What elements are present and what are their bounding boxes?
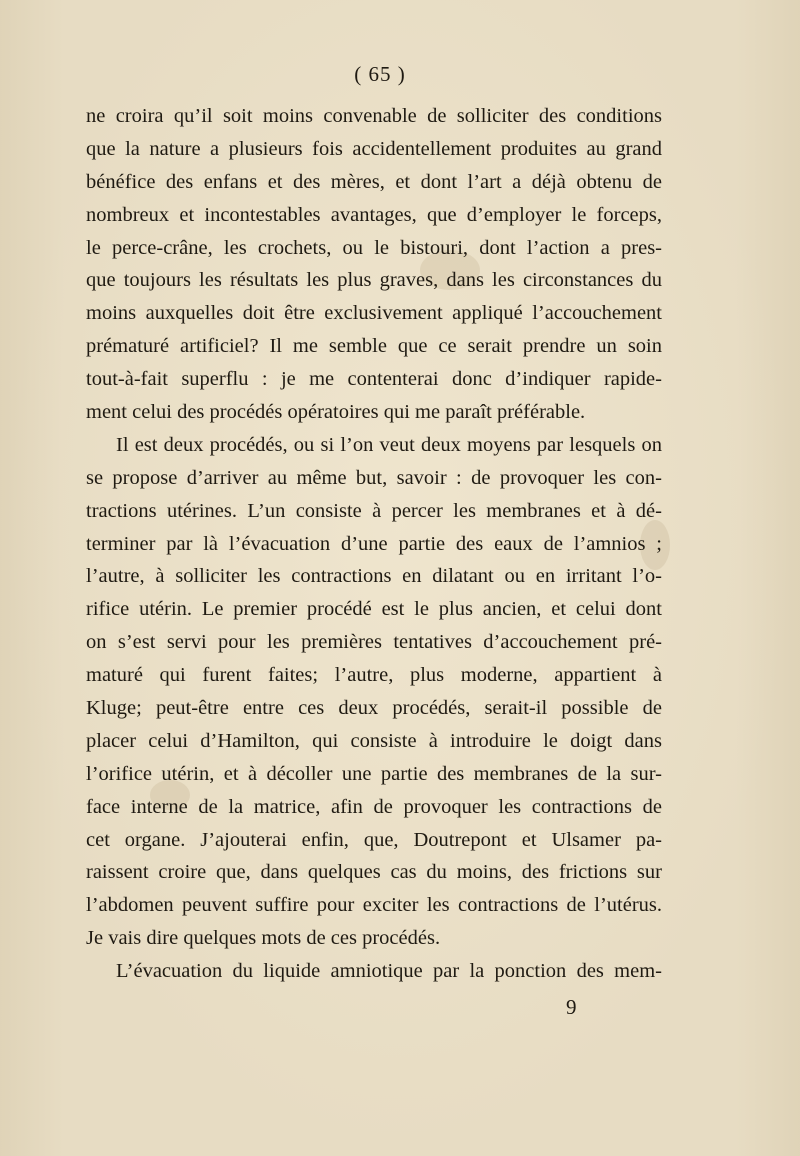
text-line: moins auxquelles doit être exclusivement appliqué l’accouchement: [86, 302, 662, 325]
body-text: [86, 100, 662, 988]
text-line: Il est deux procédés, ou si l’on veut deux moyens par lesquels on: [116, 433, 662, 456]
text-line: placer celui d’Hamilton, qui consiste à introduire le doigt dans: [86, 729, 662, 752]
text-line: Je vais dire quelques mots de ces procédés.: [86, 927, 441, 950]
text-line: se propose d’arriver au même but, savoir : de provoquer les con-: [86, 466, 662, 489]
text-line: que toujours les résultats les plus graves, dans les circonstances du: [86, 269, 662, 292]
text-line: Kluge; peut-être entre ces deux procédés, serait-il possible de: [86, 697, 662, 720]
page-number: ( 65 ): [354, 62, 406, 86]
text-line: on s’est servi pour les premières tentatives d’accouchement pré-: [86, 631, 662, 654]
text-line: ne croira qu’il soit moins convenable de solliciter des conditions: [86, 105, 662, 127]
text-line: nombreux et incontestables avantages, que d’employer le forceps,: [86, 203, 662, 226]
text-line: ment celui des procédés opératoires qui me paraît préférable.: [86, 401, 586, 424]
text-line: face interne de la matrice, afin de provoquer les contractions de: [86, 795, 662, 818]
text-line: l’orifice utérin, et à décoller une partie des membranes de la sur-: [86, 762, 662, 785]
text-line: l’abdomen peuvent suffire pour exciter les contractions de l’utérus.: [86, 894, 662, 917]
text-line: L’évacuation du liquide amniotique par la ponction des mem-: [116, 960, 662, 983]
text-line: cet organe. J’ajouterai enfin, que, Doutrepont et Ulsamer pa-: [86, 828, 662, 851]
text-line: prématuré artificiel? Il me semble que ce serait prendre un soin: [86, 335, 662, 358]
text-line: le perce-crâne, les crochets, ou le bistouri, dont l’action a pres-: [86, 236, 662, 259]
text-line: rifice utérin. Le premier procédé est le plus ancien, et celui dont: [86, 598, 662, 621]
text-line: tout-à-fait superflu : je me contenterai donc d’indiquer rapide-: [86, 368, 662, 391]
text-line: raissent croire que, dans quelques cas du moins, des frictions sur: [86, 861, 662, 884]
text-line: que la nature a plusieurs fois accidentellement produites au grand: [86, 137, 662, 160]
text-line: l’autre, à solliciter les contractions en dilatant ou en irritant l’o-: [86, 565, 662, 588]
text-line: tractions utérines. L’un consiste à percer les membranes et à dé-: [86, 499, 662, 522]
signature-mark: 9: [566, 995, 577, 1019]
text-line: terminer par là l’évacuation d’une partie des eaux de l’amnios ;: [86, 532, 662, 555]
text-line: bénéfice des enfans et des mères, et dont l’art a déjà obtenu de: [86, 170, 662, 193]
text-line: maturé qui furent faites; l’autre, plus moderne, appartient à: [86, 664, 662, 687]
